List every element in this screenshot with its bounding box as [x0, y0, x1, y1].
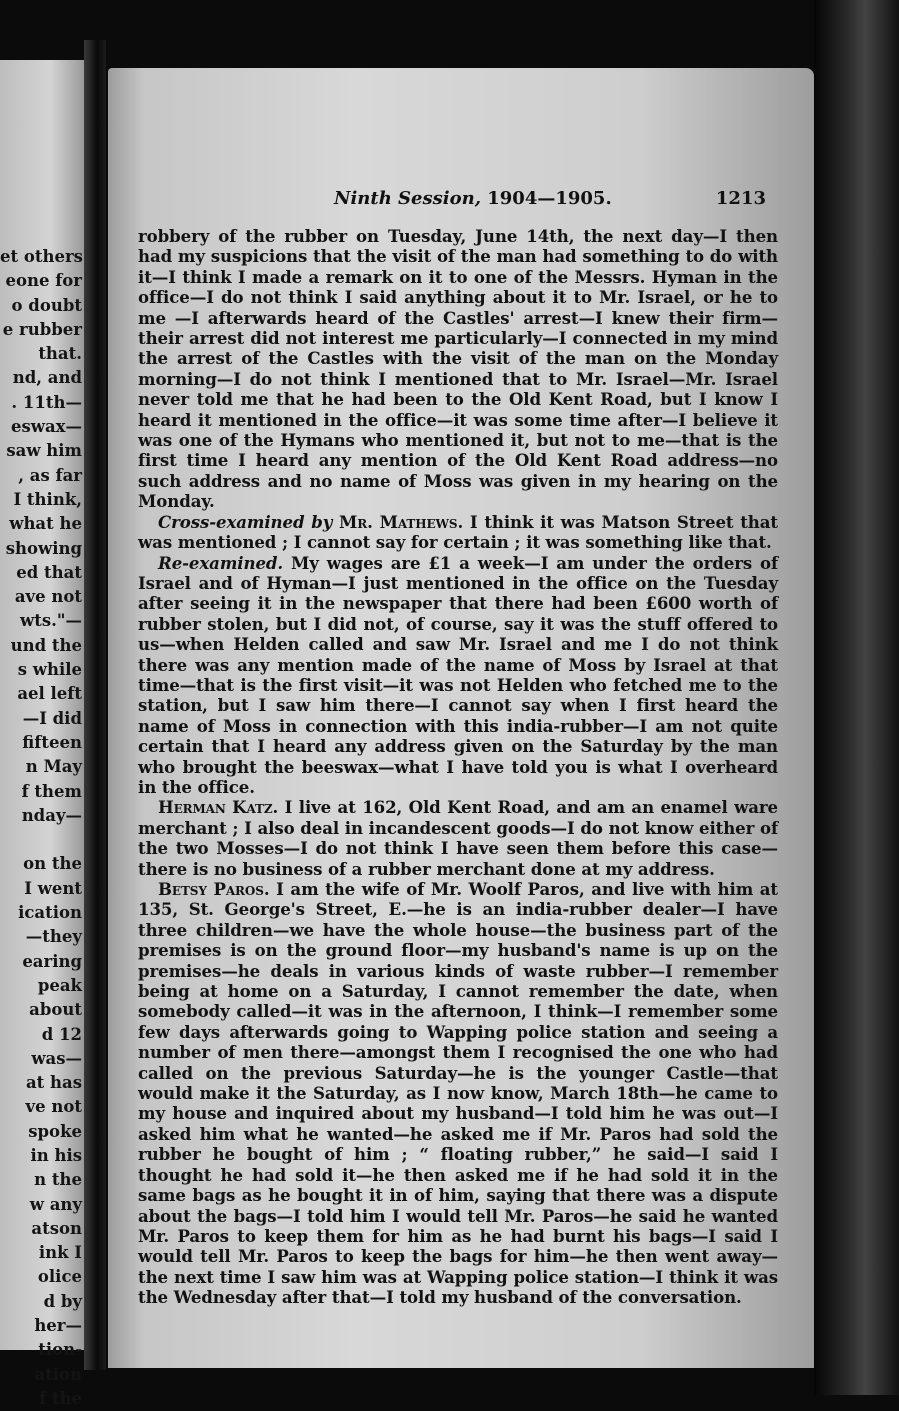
- left-page-line: olice: [37, 1267, 82, 1287]
- left-page-line: eone for: [5, 271, 82, 291]
- left-page-line: atson: [31, 1218, 82, 1238]
- cross-examined-label: Cross-examined by: [158, 511, 333, 532]
- re-examined-label: Re-examined.: [158, 552, 284, 573]
- witness-name-katz: Herman Katz.: [158, 797, 279, 818]
- right-background: [814, 0, 899, 1395]
- paragraph-re-examination: [138, 553, 778, 798]
- re-examination-text: My wages are £1 a week—I am under the orders of Israel and of Hyman—I just mentioned in the office on the Tuesday after seeing it in the newspaper that there had been £600 worth of rubber stolen, but I did not, of course, say it was the stuff offered to us—when Helden called and saw Mr. Israel and me I do not think there was any mention made of the name of Moss by Israel at that time—that is the first visit—it was not Helden who fetched me to the station, but I saw him there—I cannot say when I first heard the name of Moss in connection with this india-rubber—I am not quite certain that I heard any address given on the Saturday by the man who brought the beeswax—what I have told you is what I overheard in the office.: [138, 552, 778, 797]
- book-gutter: [84, 40, 106, 1370]
- left-page-line: I went: [24, 878, 82, 898]
- running-header: [108, 188, 814, 218]
- left-page-line: ael left: [17, 684, 82, 704]
- left-page-line: that.: [38, 344, 82, 364]
- witness-name-paros: Betsy Paros.: [158, 879, 270, 899]
- left-page-line: . 11th—: [11, 392, 82, 412]
- left-page-line: et others: [0, 247, 83, 266]
- left-page-line: in his: [30, 1145, 82, 1165]
- session-title: [334, 188, 612, 209]
- left-page-line: her—: [34, 1316, 82, 1336]
- left-page-line: , as far: [18, 465, 82, 485]
- left-page-line: spoke: [28, 1121, 82, 1141]
- left-page-line: peak: [37, 975, 82, 995]
- left-page-line: saw him: [6, 441, 82, 461]
- left-page-line: [0, 828, 82, 852]
- left-page-line: I think,: [13, 489, 82, 509]
- left-page-line: nd, and: [12, 368, 82, 388]
- left-page-line: und the: [10, 635, 82, 655]
- left-page-line: on the: [23, 854, 82, 874]
- left-page-line: s while: [17, 660, 82, 680]
- left-page-edge: [0, 60, 84, 1408]
- left-page-line: ication: [18, 903, 82, 923]
- left-page-line: ave not: [14, 587, 82, 607]
- left-page-line: ed that: [16, 562, 82, 582]
- left-page-line: about: [29, 1000, 82, 1020]
- left-page-line: d by: [43, 1291, 82, 1311]
- left-page-line: d 12: [41, 1024, 82, 1044]
- katz-testimony: I live at 162, Old Kent Road, and am an enamel ware merchant ; I also deal in incandescent goods—I do not know either of the two Mosses—I do not think I have seen them before this case—there is no business of a rubber merchant done at my address.: [138, 797, 779, 879]
- left-page-line: ink I: [38, 1243, 82, 1263]
- left-page-line: tion-: [38, 1340, 82, 1360]
- page-number: 1213: [715, 188, 766, 209]
- paragraph-continuation: robbery of the rubber on Tuesday, June 14th, the next day—I then had my suspicions that the visit of the man had something to do with it—I think I made a remark on it to one of the Messrs. Hyman in the office—I do not think I said anything about it to Mr. Israel, or he to me —I afterwards heard of the Castles' arrest—I knew their firm—their arrest did not interest me particularly—I connected in my mind the arrest of the Castles with the visit of the man on the Monday morning—I do not think I mentioned that to Mr. Israel—Mr. Israel never told me that he had been to the Old Kent Road, but I know I heard it mentioned in the office—it was some time after—I believe it was one of the Hymans who mentioned it, but not to me—that is the first time I heard any mention of the Old Kent Road address—no such address and no name of Moss was given in my hearing on the Monday.: [138, 226, 778, 512]
- paros-testimony: I am the wife of Mr. Woolf Paros, and live with him at 135, St. George's Street, E.—he is an india-rubber dealer—I have three children—we have the whole house—the business part of the premises is on the ground floor—my husband's name is up on the premises—he deals in various kinds of waste rubber—I remember being at home on a Saturday, I cannot remember the date, when somebody called—it was in the afternoon, I think—I remember some few days afterwards going to Wapping police station and seeing a number of men there—amongst them I recognised the one who had called on the previous Saturday—he is the younger Castle—that would make it the Saturday, as I now know, March 18th—he came to my house and inquired about my husband—I told him he was out—I asked him what he wanted—he asked me if Mr. Paros had sold the rubber he bought of him ; “ floating rubber,” he said—I said I thought he had sold it—he then asked me if he had sold it in the same bags as he bought it in of him, saying that there was a dispute about the bags—I told him I would tell Mr. Paros—he said he wanted Mr. Paros to keep them for him as he had burnt his bags—I said I would tell Mr. Paros to keep the bags for him—he then went away—the next time I saw him was at Wapping police station—I think it was the Wednesday after that—I told my husband of the conversation.: [138, 879, 778, 1308]
- session-name: Ninth Session,: [334, 188, 481, 209]
- left-page-line: e rubber: [2, 319, 82, 339]
- left-page-line: at has: [25, 1073, 82, 1093]
- left-page-line: earing: [22, 951, 82, 971]
- left-page-line: o doubt: [11, 295, 82, 315]
- left-page-line: f the: [39, 1388, 82, 1408]
- paragraph-witness-katz: [138, 797, 778, 879]
- left-page-line: nday—: [21, 805, 82, 825]
- left-page-line: showing: [5, 538, 82, 558]
- counsel-name: Mr. Mathews.: [339, 511, 464, 532]
- left-page-line: ation: [34, 1364, 82, 1384]
- left-page-line: wts."—: [20, 611, 82, 631]
- right-page: [108, 68, 814, 1368]
- left-page-line: n the: [34, 1170, 82, 1190]
- paragraph-cross-examination: [138, 512, 778, 553]
- left-page-line: was—: [31, 1048, 82, 1068]
- left-page-text-fragments: [0, 245, 82, 1411]
- left-page-line: n May: [25, 757, 82, 777]
- left-page-line: w any: [29, 1194, 82, 1214]
- page-body: [138, 226, 778, 1308]
- left-page-line: ve not: [25, 1097, 82, 1117]
- left-page-line: —they: [25, 927, 82, 947]
- left-page-line: fifteen: [22, 732, 82, 752]
- session-years: 1904—1905.: [487, 188, 612, 209]
- left-page-line: eswax—: [10, 417, 82, 437]
- left-page-line: what he: [9, 514, 82, 534]
- left-page-line: —I did: [22, 708, 82, 728]
- cross-examination-text: I think it was Matson Street that was mentioned ; I cannot say for certain ; it was something like that.: [138, 511, 778, 553]
- left-page-line: f them: [21, 781, 82, 801]
- paragraph-witness-paros: [138, 879, 778, 1308]
